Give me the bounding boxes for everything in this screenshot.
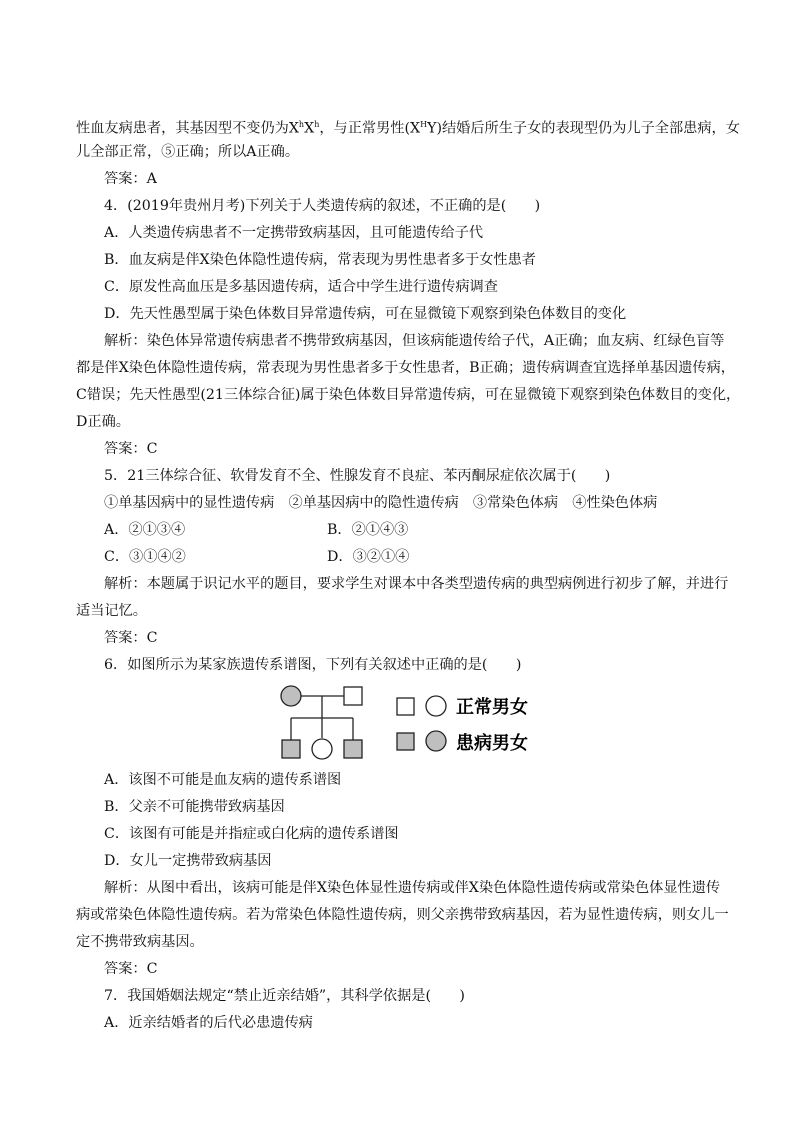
parent-normal-male: [344, 687, 362, 705]
analysis-line: 都是伴X染色体隐性遗传病，常表现为男性患者多于女性患者，B正确；遗传病调查宜选择单基因遗传病，: [76, 360, 735, 376]
answer-line: 答案：C: [104, 961, 158, 977]
analysis-line: 病或常染色体隐性遗传病。若为常染色体隐性遗传病，则父亲携带致病基因，若为显性遗传病，则女儿一: [76, 907, 729, 923]
analysis-line: D正确。: [76, 414, 130, 430]
option-b: B．父亲不可能携带致病基因: [104, 799, 285, 815]
answer-line: 答案：A: [104, 171, 157, 187]
genotype-sup: H: [420, 120, 428, 129]
option-c: C．③①④②: [104, 549, 186, 565]
genotype-x: X: [304, 120, 315, 137]
option-b: B．②①④③: [327, 522, 409, 538]
question-7: 7．我国婚姻法规定“禁止近亲结婚”，其科学依据是( ): [104, 988, 465, 1004]
genotype-sup: h: [298, 120, 305, 129]
genotype-sup: h: [314, 120, 320, 129]
choice-list: ①单基因病中的显性遗传病 ②单基因病中的隐性遗传病 ③常染色体病 ④性染色体病: [104, 495, 658, 511]
analysis-line: 解析：染色体异常遗传病患者不携带致病基因，但该病能遗传给子代，A正确；血友病、红绿色盲等: [104, 333, 725, 349]
option-d: D．先天性愚型属于染色体数目异常遗传病，可在显微镜下观察到染色体数目的变化: [104, 306, 627, 322]
option-c: C．该图有可能是并指症或白化病的遗传系谱图: [104, 826, 399, 842]
child-affected-male: [282, 740, 300, 758]
option-a: A．近亲结婚者的后代必患遗传病: [104, 1015, 313, 1031]
option-b: B．血友病是伴X染色体隐性遗传病，常表现为男性患者多于女性患者: [104, 252, 536, 268]
genotype-after: Y)结婚后所生子女的表现型仍为儿子全部患病，女: [427, 120, 740, 137]
analysis-line: C错误；先天性愚型(21三体综合征)属于染色体数目异常遗传病，可在显微镜下观察到染色体数目的变化，: [76, 387, 741, 403]
legend-affected-male: [397, 733, 414, 750]
option-a: A．该图不可能是血友病的遗传系谱图: [104, 772, 342, 788]
analysis-line: 适当记忆。: [76, 603, 147, 619]
question-5: 5．21三体综合征、软骨发育不全、性腺发育不良症、苯丙酮尿症依次属于( ): [104, 468, 611, 484]
question-4: 4．(2019年贵州月考)下列关于人类遗传病的叙述，不正确的是( ): [104, 198, 541, 214]
option-d: D．女儿一定携带致病基因: [104, 853, 272, 869]
child-normal-female: [312, 739, 332, 759]
analysis-line: 定不携带致病基因。: [76, 934, 204, 950]
answer-line: 答案：C: [104, 630, 158, 646]
option-a: A．②①③④: [104, 522, 186, 538]
option-d: D．③②①④: [327, 549, 410, 565]
child-affected-male: [344, 740, 362, 758]
legend-normal-label: 正常男女: [456, 697, 528, 718]
option-a: A．人类遗传病患者不一定携带致病基因，且可能遗传给子代: [104, 225, 484, 241]
text-line: [76, 115, 740, 139]
question-6: 6．如图所示为某家族遗传系谱图，下列有关叙述中正确的是( ): [104, 657, 522, 673]
line-segment: 性血友病患者，其基因型不变仍为X: [76, 120, 299, 137]
pedigree-chart: [276, 680, 556, 770]
analysis-line: 解析：本题属于识记水平的题目，要求学生对课本中各类型遗传病的典型病例进行初步了解，并进行: [104, 576, 729, 592]
genotype-mid: ，与正常男性(X: [319, 120, 421, 137]
legend-normal-male: [397, 698, 414, 715]
answer-line: 答案：C: [104, 441, 158, 457]
legend-affected-female: [426, 731, 446, 751]
text-line: 儿全部正常，⑤正确；所以A正确。: [76, 144, 300, 160]
legend-normal-female: [426, 696, 446, 716]
analysis-line: 解析：从图中看出，该病可能是伴X染色体显性遗传病或伴X染色体隐性遗传病或常染色体显性遗传: [104, 880, 721, 896]
parent-affected-female: [281, 686, 301, 706]
option-c: C．原发性高血压是多基因遗传病，适合中学生进行遗传病调查: [104, 279, 498, 295]
legend-affected-label: 患病男女: [456, 733, 528, 754]
